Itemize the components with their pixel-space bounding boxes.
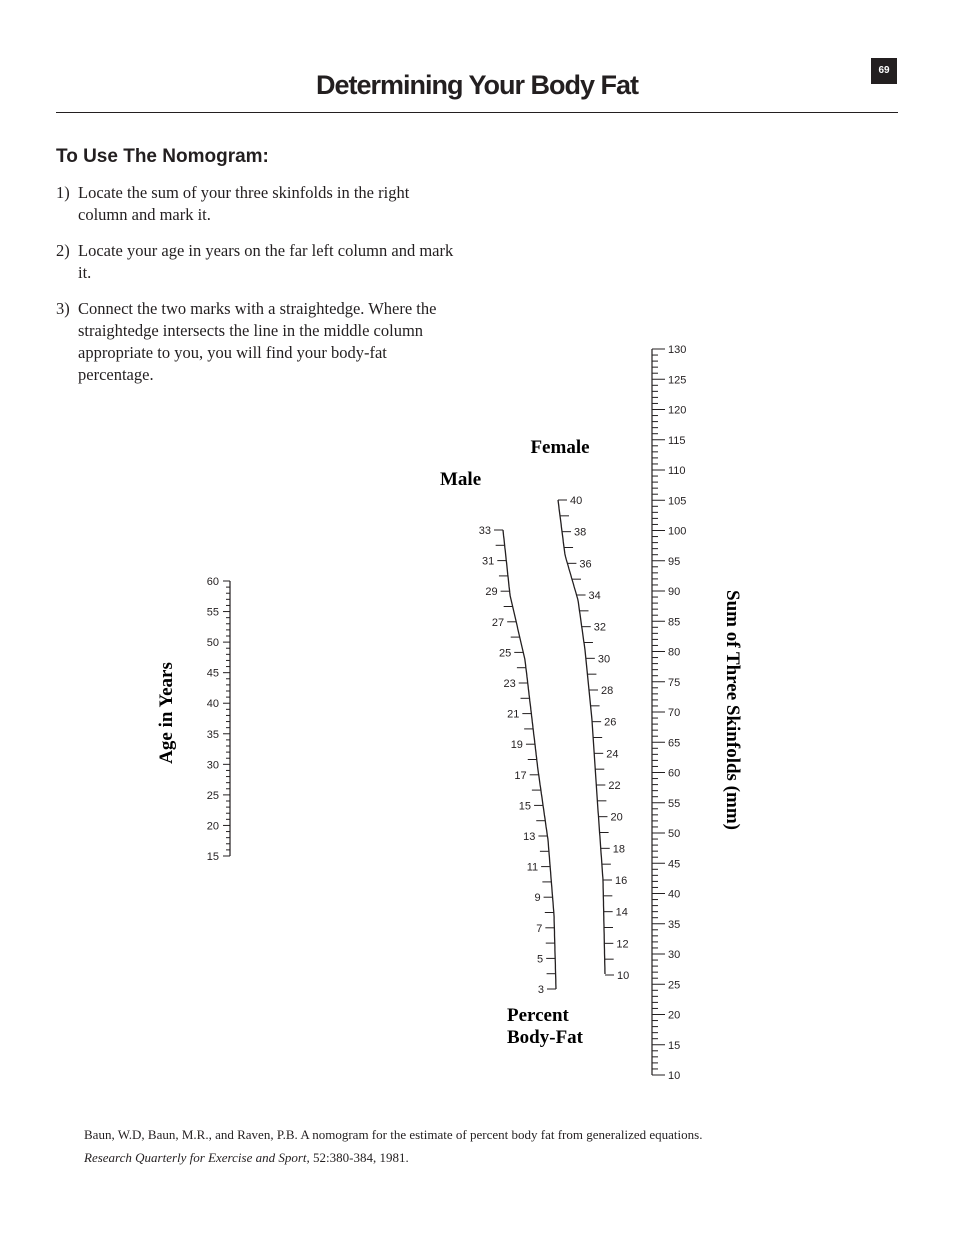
page-title: Determining Your Body Fat <box>315 70 639 100</box>
skinfold-tick-label: 60 <box>668 767 681 780</box>
age-tick-label: 15 <box>206 851 219 863</box>
page-number: 69 <box>871 58 897 84</box>
age-tick-label: 30 <box>206 759 219 772</box>
body-fat-label: Body-Fat <box>507 1027 583 1048</box>
female-tick-label: 28 <box>601 685 614 697</box>
skinfold-tick-label: 20 <box>668 1009 681 1022</box>
skinfold-tick-label: 40 <box>668 888 681 901</box>
male-tick-label: 17 <box>514 769 527 782</box>
citation-line-2 <box>84 1150 409 1166</box>
skinfold-tick-label: 80 <box>668 646 681 659</box>
skinfold-tick-label: 130 <box>668 344 687 356</box>
step-text: Locate the sum of your three skinfolds in the right column and mark it. <box>78 183 410 224</box>
female-tick-label: 24 <box>606 748 619 761</box>
skinfold-tick-label: 50 <box>668 828 681 840</box>
skinfold-tick-label: 35 <box>668 918 681 931</box>
female-label: Female <box>530 437 590 458</box>
skinfold-tick-label: 110 <box>668 465 686 477</box>
female-tick-label: 16 <box>615 875 628 887</box>
female-tick-label: 38 <box>574 526 587 539</box>
female-tick-label: 40 <box>570 495 583 507</box>
skinfold-tick-label: 85 <box>668 616 681 629</box>
male-tick-label: 19 <box>510 739 523 752</box>
female-tick-label: 30 <box>597 653 611 666</box>
female-tick-label: 34 <box>588 590 601 602</box>
skinfold-tick-label: 115 <box>668 434 686 447</box>
female-tick-label: 36 <box>579 558 592 571</box>
male-tick-label: 25 <box>498 647 512 660</box>
female-tick-label: 10 <box>617 970 630 982</box>
female-tick-label: 18 <box>612 843 625 856</box>
female-tick-label: 26 <box>604 716 617 729</box>
skinfold-tick-label: 55 <box>668 797 681 810</box>
male-tick-label: 33 <box>478 525 491 537</box>
skinfold-tick-label: 45 <box>668 858 681 871</box>
male-tick-label: 5 <box>537 953 544 966</box>
male-tick-label: 3 <box>537 984 544 996</box>
male-tick-label: 7 <box>536 922 543 935</box>
age-tick-label: 60 <box>206 576 219 588</box>
citation-details: 52:380-384, 1981. <box>309 1150 409 1165</box>
male-tick-label: 13 <box>523 831 536 843</box>
female-tick-label: 14 <box>615 906 628 919</box>
skinfold-tick-label: 65 <box>668 737 681 750</box>
skinfold-tick-label: 120 <box>668 404 687 417</box>
male-tick-label: 29 <box>485 586 498 599</box>
citation-journal: Research Quarterly for Exercise and Sport, <box>84 1150 310 1165</box>
age-tick-label: 40 <box>206 698 219 711</box>
age-tick-label: 25 <box>206 789 219 802</box>
skinfold-tick-label: 10 <box>668 1070 681 1082</box>
skinfold-tick-label: 75 <box>668 676 681 689</box>
male-tick-label: 15 <box>518 800 532 813</box>
age-tick-label: 50 <box>206 637 219 650</box>
age-tick-label: 20 <box>206 820 219 833</box>
skinfold-tick-label: 125 <box>668 374 687 387</box>
female-tick-label: 32 <box>593 621 606 634</box>
step-number: 1) <box>56 183 70 202</box>
instructions-heading: To Use The Nomogram: <box>56 146 269 167</box>
female-tick-label: 20 <box>610 811 623 824</box>
citation-line-1: Baun, W.D, Baun, M.R., and Raven, P.B. A nomogram for the estimate of percent body fat from generalized equations. <box>84 1127 703 1142</box>
age-tick-label: 35 <box>206 728 219 741</box>
age-axis-label: Age in Years <box>156 662 177 764</box>
age-tick-label: 45 <box>206 667 219 680</box>
skinfold-tick-label: 25 <box>668 979 681 992</box>
male-tick-label: 11 <box>526 861 539 874</box>
skinfold-axis-label: Sum of Three Skinfolds (mm) <box>722 590 743 830</box>
skinfold-tick-label: 15 <box>668 1039 681 1052</box>
male-tick-label: 31 <box>482 555 495 568</box>
age-tick-label: 55 <box>206 606 219 619</box>
male-tick-label: 9 <box>534 892 541 905</box>
skinfold-tick-label: 105 <box>668 495 687 508</box>
female-tick-label: 22 <box>608 780 621 792</box>
step-number: 2) <box>56 241 70 260</box>
skinfold-tick-label: 30 <box>668 949 681 961</box>
male-tick-label: 23 <box>503 678 516 690</box>
percent-label: Percent <box>507 1005 569 1026</box>
male-label: Male <box>440 469 482 490</box>
female-tick-label: 12 <box>616 938 629 951</box>
skinfold-tick-label: 70 <box>668 707 681 719</box>
male-tick-label: 21 <box>507 708 520 721</box>
skinfold-tick-label: 95 <box>668 555 681 568</box>
skinfold-tick-label: 100 <box>668 525 687 538</box>
step-number: 3) <box>56 299 70 318</box>
step-text: Locate your age in years on the far left column and mark it. <box>78 241 454 282</box>
skinfold-tick-label: 90 <box>668 586 681 598</box>
step-text: Connect the two marks with a straightedge. Where the straightedge intersects the line in the middle column appropriate to you, you will find your body-fat percentage. <box>78 299 437 384</box>
male-tick-label: 27 <box>491 616 505 629</box>
